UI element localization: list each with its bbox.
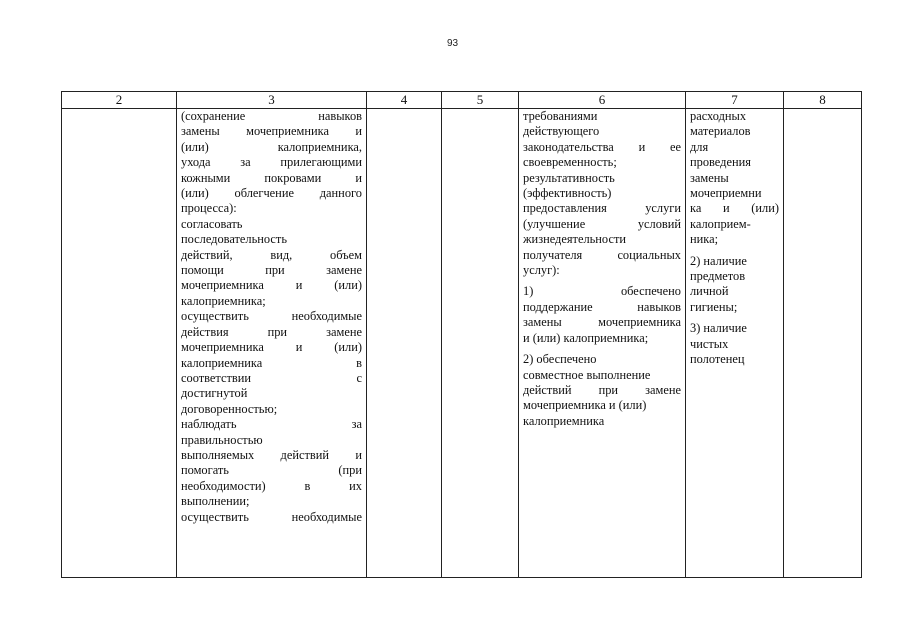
text-line	[181, 186, 362, 201]
column-header-4: 4	[367, 92, 442, 109]
text-line	[690, 186, 779, 201]
word: и	[355, 124, 362, 139]
word: для	[690, 139, 709, 154]
text-line	[523, 300, 681, 315]
word: калоприем-	[690, 216, 751, 231]
paragraph	[690, 254, 779, 316]
word: требованиями	[523, 109, 598, 123]
word: процесса):	[181, 201, 237, 216]
text-line	[181, 510, 362, 525]
text-line	[181, 263, 362, 278]
word: кожными	[181, 170, 231, 185]
word: помощи	[181, 263, 224, 278]
word: в	[356, 355, 362, 370]
text-line	[181, 171, 362, 186]
cell-col-7	[686, 109, 784, 578]
word: жизнедеятельности	[523, 232, 626, 247]
word: облегчение	[234, 186, 294, 201]
word: замене	[326, 263, 362, 278]
word: прилегающими	[280, 155, 362, 170]
word: при	[265, 263, 285, 278]
text-line	[181, 371, 362, 386]
text-line	[181, 217, 362, 232]
word: с	[356, 370, 362, 385]
text-line	[181, 463, 362, 478]
word: последовательность	[181, 232, 287, 247]
word: 2) обеспечено	[523, 352, 597, 367]
word: калоприемника	[523, 413, 605, 428]
word: за	[240, 155, 251, 170]
text-line	[523, 201, 681, 216]
word: социальных	[617, 247, 681, 262]
word: услуги	[645, 201, 681, 216]
page-number: 93	[446, 38, 459, 49]
word: правильностью	[181, 432, 263, 447]
word: помогать	[181, 463, 229, 478]
word: и	[355, 447, 362, 462]
word: действующего	[523, 124, 600, 139]
text-line	[523, 140, 681, 155]
text-line	[181, 109, 362, 124]
word: гигиены;	[690, 299, 738, 314]
paragraph	[690, 321, 779, 367]
word: договоренностью;	[181, 401, 278, 416]
text-line	[690, 337, 779, 352]
word: их	[349, 478, 362, 493]
text-line	[181, 356, 362, 371]
word: 1)	[523, 284, 534, 299]
word: калоприемника;	[181, 293, 266, 308]
paragraph	[523, 109, 681, 278]
text-line	[523, 331, 681, 346]
text-line	[181, 479, 362, 494]
word: мочеприемни	[690, 186, 762, 201]
word: ка	[690, 201, 702, 216]
word: (или)	[181, 139, 209, 154]
word: согласовать	[181, 216, 243, 231]
column-header-5: 5	[442, 92, 519, 109]
word: замены	[181, 124, 220, 139]
text-line	[181, 402, 362, 417]
text-line	[181, 448, 362, 463]
text-line	[523, 124, 681, 139]
word: замене	[326, 324, 362, 339]
word: необходимости)	[181, 478, 266, 493]
text-line	[690, 284, 779, 299]
word: законодательства	[523, 139, 614, 154]
word: навыков	[318, 109, 362, 123]
text-line	[523, 248, 681, 263]
cell-col-5	[442, 109, 519, 578]
word: (сохранение	[181, 109, 246, 123]
word: 3) наличие	[690, 321, 747, 336]
service-description-text	[177, 109, 366, 525]
word: ника;	[690, 232, 719, 247]
word: соответствии	[181, 370, 252, 385]
cell-col-8	[784, 109, 862, 578]
text-line	[690, 321, 779, 336]
word: (или)	[181, 186, 209, 201]
word: замены	[690, 170, 729, 185]
cell-col-2	[62, 109, 177, 578]
word: вид,	[270, 247, 293, 262]
word: материалов	[690, 124, 751, 139]
word: услуг):	[523, 263, 560, 278]
word: действий,	[181, 247, 233, 262]
text-line	[690, 155, 779, 170]
text-line	[523, 368, 681, 383]
word: действия	[181, 324, 229, 339]
word: мочеприемника	[246, 124, 329, 139]
text-line	[181, 309, 362, 324]
text-line	[690, 269, 779, 284]
word: (эффективность)	[523, 186, 612, 201]
word: (или)	[751, 201, 779, 216]
word: обеспечено	[620, 284, 681, 299]
word: и (или) калоприемника;	[523, 330, 649, 345]
word: предметов	[690, 269, 746, 284]
text-line	[523, 284, 681, 299]
word: результативность	[523, 170, 615, 185]
word: получателя	[523, 247, 583, 262]
word: достигнутой	[181, 386, 248, 401]
word: (или)	[334, 340, 362, 355]
text-line	[181, 386, 362, 401]
word: навыков	[637, 299, 681, 314]
text-line	[181, 201, 362, 216]
services-table	[61, 91, 862, 578]
text-line	[523, 414, 681, 429]
text-line	[181, 278, 362, 293]
table-row	[62, 109, 862, 578]
text-line	[181, 433, 362, 448]
word: при	[267, 324, 288, 339]
word: чистых	[690, 336, 729, 351]
word: действий	[280, 447, 330, 462]
conditions-text	[686, 109, 783, 368]
text-line	[690, 217, 779, 232]
word: калоприемника,	[277, 139, 362, 154]
paragraph	[523, 352, 681, 429]
word: осуществить	[181, 309, 249, 324]
text-line	[181, 340, 362, 355]
text-line	[523, 398, 681, 413]
text-line	[181, 140, 362, 155]
text-line	[690, 171, 779, 186]
word: мочеприемника	[181, 278, 264, 293]
word: личной	[690, 284, 729, 299]
text-line	[523, 217, 681, 232]
word: замене	[645, 382, 681, 397]
cell-col-3	[177, 109, 367, 578]
column-header-7: 7	[686, 92, 784, 109]
text-line	[690, 201, 779, 216]
word: совместное выполнение	[523, 367, 651, 382]
text-line	[690, 124, 779, 139]
text-line	[523, 232, 681, 247]
word: необходимые	[291, 509, 362, 524]
column-header-8: 8	[784, 92, 862, 109]
word: мочеприемника и (или)	[523, 398, 647, 413]
word: покровами	[264, 170, 322, 185]
column-header-2: 2	[62, 92, 177, 109]
word: проведения	[690, 155, 751, 170]
word: мочеприемника	[598, 315, 681, 330]
text-line	[523, 352, 681, 367]
word: поддержание	[523, 299, 593, 314]
text-line	[523, 109, 681, 124]
text-line	[181, 494, 362, 509]
word: расходных	[690, 109, 747, 123]
text-line	[523, 315, 681, 330]
word: (или)	[334, 278, 362, 293]
column-header-3: 3	[177, 92, 367, 109]
text-line	[690, 352, 779, 367]
header-row	[62, 92, 862, 109]
text-line	[181, 325, 362, 340]
quality-indicators-text	[519, 109, 685, 429]
text-line	[181, 417, 362, 432]
word: калоприемника	[181, 355, 263, 370]
word: ухода	[181, 155, 211, 170]
word: объем	[330, 247, 362, 262]
word: и	[295, 278, 303, 293]
text-line	[690, 254, 779, 269]
text-line	[523, 155, 681, 170]
text-line	[690, 300, 779, 315]
word: наблюдать	[181, 417, 237, 432]
paragraph	[523, 284, 681, 346]
word: действий	[523, 382, 572, 397]
word: условий	[637, 216, 681, 231]
text-line	[181, 248, 362, 263]
word: в	[304, 478, 311, 493]
word: полотенец	[690, 352, 745, 367]
word: (при	[338, 463, 362, 478]
text-line	[523, 186, 681, 201]
word: и	[638, 139, 646, 154]
word: своевременность;	[523, 155, 617, 170]
cell-col-6	[519, 109, 686, 578]
text-line	[523, 263, 681, 278]
word: предоставления	[523, 201, 607, 216]
cell-col-4	[367, 109, 442, 578]
word: при	[598, 382, 619, 397]
text-line	[523, 383, 681, 398]
text-line	[690, 109, 779, 124]
paragraph	[690, 109, 779, 248]
word: ее	[669, 139, 681, 154]
text-line	[181, 124, 362, 139]
word: выполняемых	[181, 447, 255, 462]
text-line	[690, 232, 779, 247]
text-line	[181, 294, 362, 309]
word: и	[295, 340, 303, 355]
word: необходимые	[291, 309, 362, 324]
word: (улучшение	[523, 216, 586, 231]
word: и	[723, 201, 730, 216]
word: и	[355, 170, 362, 185]
word: осуществить	[181, 509, 249, 524]
text-line	[181, 232, 362, 247]
word: мочеприемника	[181, 340, 264, 355]
text-line	[690, 140, 779, 155]
word: данного	[319, 186, 362, 201]
word: за	[351, 417, 362, 432]
text-line	[523, 171, 681, 186]
word: 2) наличие	[690, 253, 747, 268]
word: выполнении;	[181, 494, 250, 509]
column-header-6: 6	[519, 92, 686, 109]
word: замены	[523, 315, 562, 330]
text-line	[181, 155, 362, 170]
